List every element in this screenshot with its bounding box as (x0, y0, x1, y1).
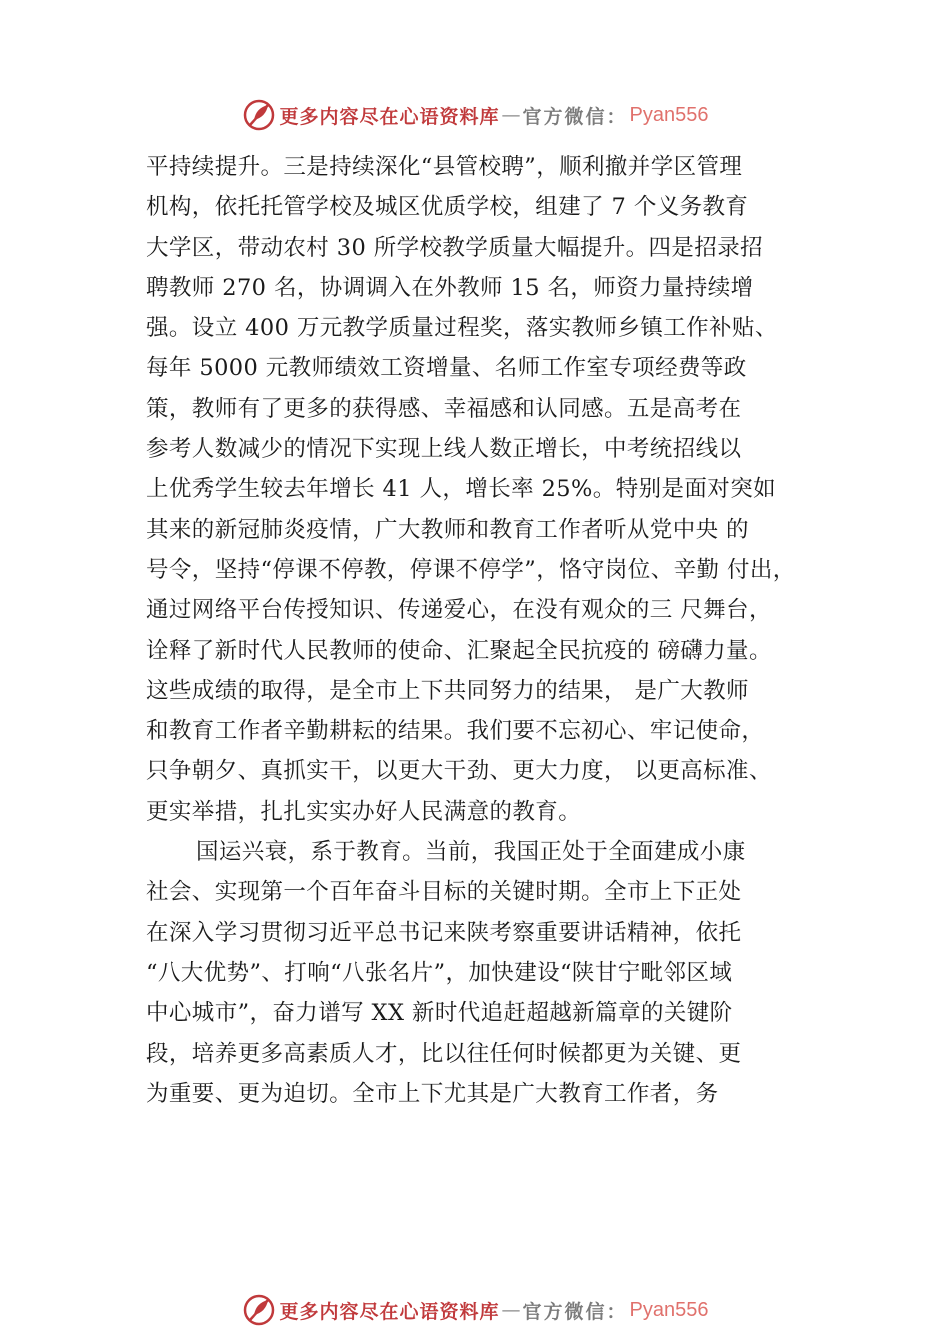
watermark-header (0, 95, 950, 135)
text-line: 大学区，带动农村 30 所学校教学质量大幅提升。四是招录招 (146, 234, 764, 261)
watermark-separator: — (501, 1299, 521, 1321)
text-line: 参考人数减少的情况下实现上线人数正增长，中考统招线以 (146, 436, 742, 463)
watermark-separator: — (501, 104, 521, 126)
watermark-wechat-id: Pyan556 (629, 1298, 709, 1321)
text-line: 其来的新冠肺炎疫情，广大教师和教育工作者听从党中央 的 (146, 516, 749, 543)
text-line: 中心城市”，奋力谱写 XX 新时代追赶超越新篇章的关键阶 (146, 1000, 733, 1027)
text-line: 聘教师 270 名，协调调入在外教师 15 名，师资力量持续增 (146, 274, 754, 301)
watermark-official-label: 官方微信： (522, 105, 628, 128)
text-line: 在深入学习贯彻习近平总书记来陕考察重要讲话精神，依托 (146, 919, 742, 946)
feather-pen-icon (242, 1293, 276, 1327)
text-line: 机构，依托托管学校及城区优质学校，组建了 7 个义务教育 (146, 194, 749, 221)
text-line: “八大优势”、打响“八张名片”，加快建设“陕甘宁毗邻区域 (146, 959, 733, 986)
text-line: 这些成绩的取得，是全市上下共同努力的结果， 是广大教师 (146, 677, 749, 704)
watermark-brand: 更多内容尽在心语资料库 (279, 105, 500, 128)
text-line: 号令，坚持“停课不停教，停课不停学”，恪守岗位、辛勤 付出， (146, 556, 796, 583)
text-line: 强。设立 400 万元教学质量过程奖，落实教师乡镇工作补贴、 (146, 315, 778, 342)
document-body (146, 147, 846, 1114)
text-line: 为重要、更为迫切。全市上下尤其是广大教育工作者，务 (146, 1080, 719, 1107)
text-line: 平持续提升。三是持续深化“县管校聘”，顺利撤并学区管理 (146, 154, 743, 180)
watermark-official-label: 官方微信： (522, 1300, 628, 1323)
text-line: 只争朝夕、真抓实干，以更大干劲、更大力度， 以更高标准、 (146, 758, 772, 785)
watermark-footer (0, 1290, 950, 1330)
text-line: 策，教师有了更多的获得感、幸福感和认同感。五是高考在 (146, 395, 742, 422)
text-line: 段，培养更多高素质人才，比以往任何时候都更为关键、更 (146, 1040, 742, 1067)
watermark-brand: 更多内容尽在心语资料库 (279, 1300, 500, 1323)
text-line: 诠释了新时代人民教师的使命、汇聚起全民抗疫的 磅礴力量。 (146, 637, 772, 664)
feather-pen-icon (242, 98, 276, 132)
text-line: 通过网络平台传授知识、传递爱心，在没有观众的三 尺舞台， (146, 597, 772, 624)
text-line: 和教育工作者辛勤耕耘的结果。我们要不忘初心、牢记使命， (146, 718, 765, 745)
text-line: 每年 5000 元教师绩效工资增量、名师工作室专项经费等政 (146, 355, 747, 382)
paragraph-start-line: 国运兴衰，系于教育。当前，我国正处于全面建成小康 (196, 839, 746, 866)
text-line: 社会、实现第一个百年奋斗目标的关键时期。全市上下正处 (146, 879, 742, 906)
text-line: 更实举措，扎扎实实办好人民满意的教育。 (146, 798, 582, 825)
watermark-wechat-id: Pyan556 (629, 103, 709, 126)
text-line: 上优秀学生较去年增长 41 人，增长率 25%。特别是面对突如 (146, 476, 776, 503)
